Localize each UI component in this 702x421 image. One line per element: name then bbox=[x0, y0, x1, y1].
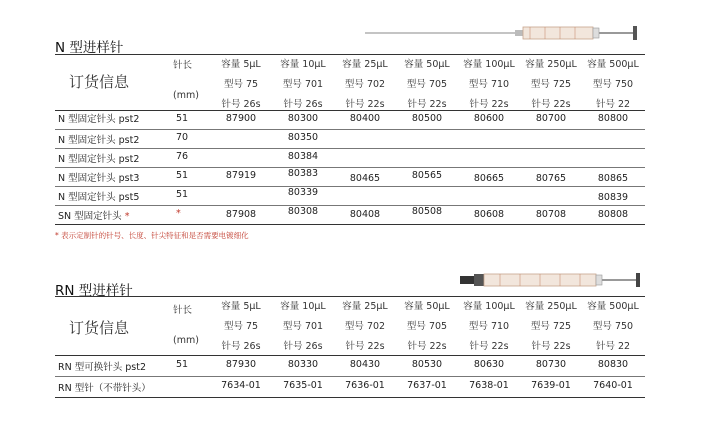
syringe-removable-needle-icon bbox=[460, 269, 645, 291]
table-row bbox=[55, 206, 645, 224]
row-cell: 80308 bbox=[287, 206, 319, 217]
row-model: RN 型针（不带针头） bbox=[58, 383, 151, 394]
table-row bbox=[55, 187, 645, 205]
row-cell: 80700 bbox=[535, 113, 567, 124]
row-cell: 80430 bbox=[349, 359, 381, 370]
row-model: N 型固定针头 pst2 bbox=[58, 154, 140, 165]
syringe-icon bbox=[365, 22, 645, 44]
row-cell: 80384 bbox=[287, 151, 319, 162]
row-cell: 87930 bbox=[225, 359, 257, 370]
rn-col-header: 容量 10μL 型号 701 针号 26s bbox=[280, 301, 326, 352]
row-cell: 80608 bbox=[473, 209, 505, 220]
row-cell: 87900 bbox=[225, 113, 257, 124]
rn-col-header: 容量 5μL 型号 75 针号 26s bbox=[221, 301, 261, 352]
table-row bbox=[55, 149, 645, 167]
row-length: * bbox=[176, 208, 181, 219]
row-cell: 80350 bbox=[287, 132, 319, 143]
rn-col-header: 容量 100μL 型号 710 针号 22s bbox=[463, 301, 515, 352]
row-cell: 80330 bbox=[287, 359, 319, 370]
row-length: 51 bbox=[176, 359, 189, 370]
row-cell: 80830 bbox=[597, 359, 629, 370]
row-model: N 型固定针头 pst3 bbox=[58, 173, 140, 184]
row-cell: 7640-01 bbox=[593, 380, 633, 391]
row-model: SN 型固定针头 * bbox=[58, 211, 130, 222]
n-needle-length-header: 针长 (mm) bbox=[173, 60, 199, 101]
rn-syringe-section bbox=[55, 265, 645, 405]
table-row bbox=[55, 357, 645, 375]
n-col-header: 容量 5μL 型号 75 针号 26s bbox=[221, 59, 261, 110]
n-col-header: 容量 25μL 型号 702 针号 22s bbox=[342, 59, 388, 110]
row-model: N 型固定针头 pst2 bbox=[58, 135, 140, 146]
n-col-header: 容量 250μL 型号 725 针号 22s bbox=[525, 59, 577, 110]
n-col-header: 容量 100μL 型号 710 针号 22s bbox=[463, 59, 515, 110]
row-cell: 80865 bbox=[597, 173, 629, 184]
row-cell: 7637-01 bbox=[407, 380, 447, 391]
row-cell: 87919 bbox=[225, 170, 257, 181]
row-divider bbox=[55, 376, 645, 377]
row-cell: 7638-01 bbox=[469, 380, 509, 391]
row-cell: 80765 bbox=[535, 173, 567, 184]
rn-section-title: RN 型进样针 bbox=[55, 283, 133, 299]
n-order-label: 订货信息 bbox=[69, 73, 130, 91]
rn-col-header: 容量 500μL 型号 750 针号 22 bbox=[587, 301, 639, 352]
row-cell: 80383 bbox=[287, 168, 319, 179]
rn-col-header: 容量 25μL 型号 702 针号 22s bbox=[342, 301, 388, 352]
rn-order-label: 订货信息 bbox=[69, 319, 130, 337]
row-cell: 80808 bbox=[597, 209, 629, 220]
custom-needle-note: * 表示定制针的针号、长度、针尖特征和是否需要电镀细化 bbox=[55, 231, 249, 240]
row-length: 51 bbox=[176, 113, 189, 124]
rn-col-header: 容量 50μL 型号 705 针号 22s bbox=[404, 301, 450, 352]
row-cell: 7636-01 bbox=[345, 380, 385, 391]
row-cell: 80630 bbox=[473, 359, 505, 370]
n-section-title: N 型进样针 bbox=[55, 40, 124, 56]
rn-needle-length-header: 针长 (mm) bbox=[173, 305, 199, 346]
row-length: 70 bbox=[176, 132, 189, 143]
row-cell: 7634-01 bbox=[221, 380, 261, 391]
row-cell: 80600 bbox=[473, 113, 505, 124]
n-col-header: 容量 50μL 型号 705 针号 22s bbox=[404, 59, 450, 110]
row-model: N 型固定针头 pst5 bbox=[58, 192, 140, 203]
table-row bbox=[55, 130, 645, 148]
row-cell: 80300 bbox=[287, 113, 319, 124]
row-cell: 80408 bbox=[349, 209, 381, 220]
row-cell: 7639-01 bbox=[531, 380, 571, 391]
row-cell: 80500 bbox=[411, 113, 443, 124]
row-cell: 80530 bbox=[411, 359, 443, 370]
rn-header-rule bbox=[55, 355, 645, 356]
row-length: 51 bbox=[176, 170, 189, 181]
row-cell: 80508 bbox=[411, 206, 443, 217]
n-col-header: 容量 500μL 型号 750 针号 22 bbox=[587, 59, 639, 110]
rn-col-header: 容量 250μL 型号 725 针号 22s bbox=[525, 301, 577, 352]
table-row bbox=[55, 378, 645, 396]
row-cell: 7635-01 bbox=[283, 380, 323, 391]
row-length: 76 bbox=[176, 151, 189, 162]
rn-bottom-rule bbox=[55, 397, 645, 398]
row-cell: 80465 bbox=[349, 173, 381, 184]
row-length: 51 bbox=[176, 189, 189, 200]
row-model: RN 型可换针头 pst2 bbox=[58, 362, 146, 373]
row-model: N 型固定针头 pst2 bbox=[58, 114, 140, 125]
row-cell: 80565 bbox=[411, 170, 443, 181]
row-cell: 80839 bbox=[597, 192, 629, 203]
n-col-header: 容量 10μL 型号 701 针号 26s bbox=[280, 59, 326, 110]
row-cell: 80730 bbox=[535, 359, 567, 370]
n-syringe-section bbox=[55, 0, 645, 230]
table-row bbox=[55, 168, 645, 186]
row-cell: 80708 bbox=[535, 209, 567, 220]
row-cell: 80339 bbox=[287, 187, 319, 198]
n-bottom-rule bbox=[55, 224, 645, 225]
row-cell: 80400 bbox=[349, 113, 381, 124]
row-cell: 80800 bbox=[597, 113, 629, 124]
row-cell: 87908 bbox=[225, 209, 257, 220]
row-cell: 80665 bbox=[473, 173, 505, 184]
table-row bbox=[55, 111, 645, 129]
